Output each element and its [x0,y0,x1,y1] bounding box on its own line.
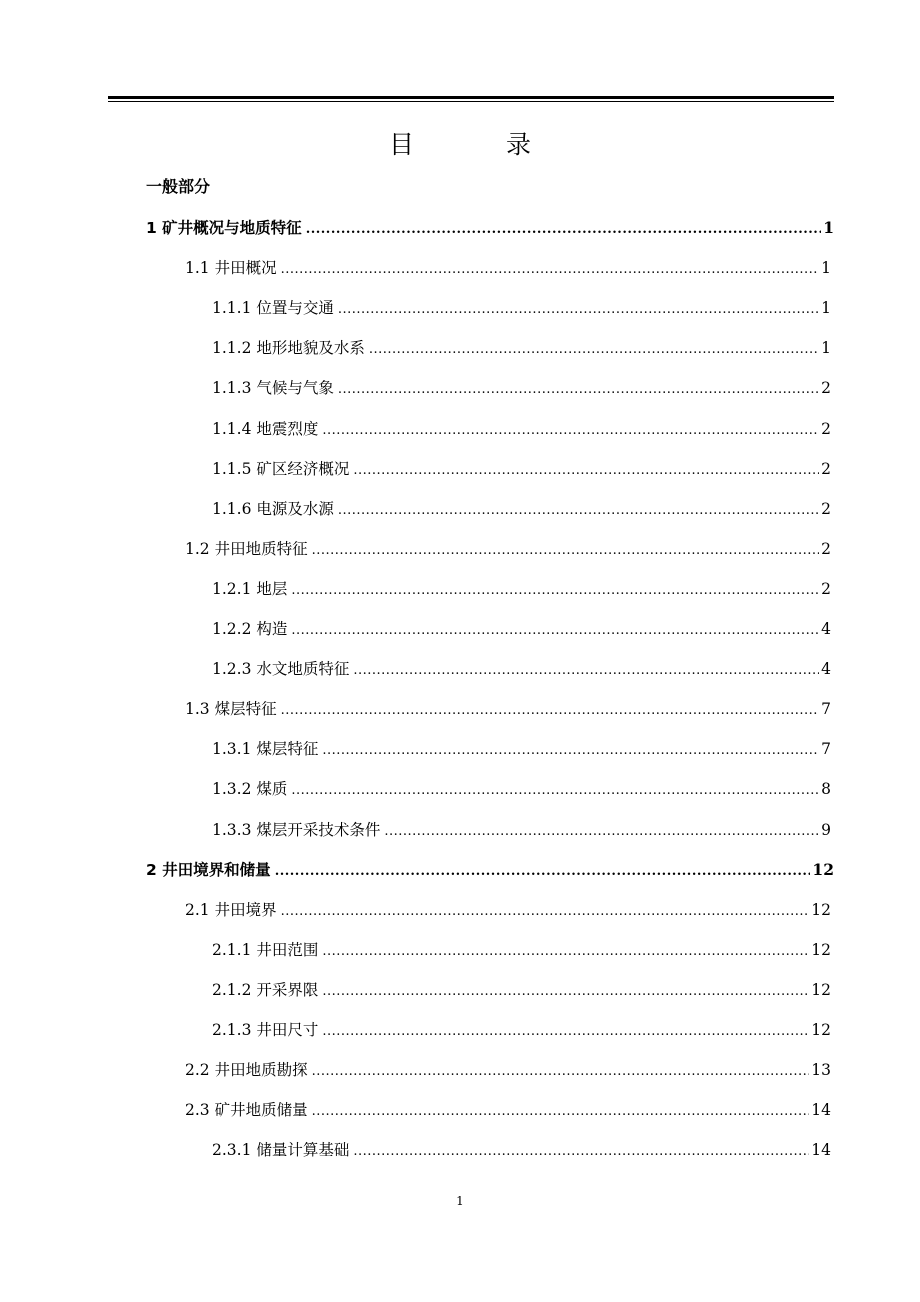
toc-entry-level-2[interactable] [185,1058,831,1082]
dot-leader [338,499,819,523]
toc-entry-page-number: 2 [821,540,831,558]
toc-entry-page-number: 12 [812,860,834,879]
toc-entry-page-number: 12 [811,981,831,999]
toc-entry-label: 1.2.3 水文地质特征 [212,660,350,678]
toc-entry-label: 2.1.3 井田尺寸 [212,1021,319,1039]
toc-entry-label: 1.2.2 构造 [212,620,288,638]
toc-entry-label: 1.1.4 地震烈度 [212,420,319,438]
toc-entry-level-2[interactable] [185,697,831,721]
toc-entry-level-2[interactable] [185,537,831,561]
dot-leader [338,378,819,402]
dot-leader [384,820,819,844]
toc-entry-page-number: 4 [821,660,831,678]
toc-entry-level-3[interactable] [212,336,831,360]
toc-entry-page-number: 1 [823,218,834,237]
page-number: 1 [456,1194,464,1208]
toc-entry-label: 1.1 井田概况 [185,259,277,277]
toc-entry-label: 1.1.3 气候与气象 [212,379,334,397]
toc-entry-label: 2.3.1 储量计算基础 [212,1141,350,1159]
toc-entry-level-2[interactable] [185,898,831,922]
toc-entry-page-number: 12 [811,1021,831,1039]
section-label: 一般部分 [146,177,211,196]
dot-leader [338,298,819,322]
toc-entry-page-number: 2 [821,379,831,397]
toc-entry-page-number: 1 [821,339,831,357]
dot-leader [281,699,820,723]
toc-entry-level-3[interactable] [212,938,831,962]
toc-entry-level-3[interactable] [212,376,831,400]
toc-entry-label: 2 井田境界和储量 [146,861,271,879]
toc-entry-level-1[interactable] [146,216,834,240]
toc-entry-label: 2.1 井田境界 [185,901,277,919]
dot-leader [291,779,819,803]
dot-leader [322,1020,809,1044]
dot-leader [353,659,819,683]
toc-entry-level-2[interactable] [185,256,831,280]
dot-leader [322,980,809,1004]
toc-entry-level-3[interactable] [212,737,831,761]
dot-leader [312,539,820,563]
toc-entry-label: 1.2 井田地质特征 [185,540,308,558]
toc-entry-label: 1.2.1 地层 [212,580,288,598]
toc-entry-label: 1.1.5 矿区经济概况 [212,460,350,478]
header-rule-thick [108,96,834,99]
toc-entry-page-number: 7 [821,740,831,758]
toc-entry-label: 1 矿井概况与地质特征 [146,219,302,237]
toc-entry-page-number: 8 [821,780,831,798]
toc-entry-level-3[interactable] [212,1138,831,1162]
toc-entry-level-2[interactable] [185,1098,831,1122]
toc-entry-level-3[interactable] [212,497,831,521]
toc-entry-level-3[interactable] [212,417,831,441]
toc-entry-level-3[interactable] [212,577,831,601]
toc-entry-page-number: 9 [821,821,831,839]
dot-leader [312,1100,810,1124]
toc-entry-page-number: 2 [821,420,831,438]
toc-entry-level-3[interactable] [212,818,831,842]
toc-entry-level-3[interactable] [212,777,831,801]
toc-entry-level-1[interactable] [146,858,834,882]
dot-leader [291,619,819,643]
page-title: 目 录 [389,130,573,159]
toc-entry-page-number: 1 [821,259,831,277]
dot-leader [291,579,819,603]
toc-entry-level-3[interactable] [212,457,831,481]
dot-leader [369,338,819,362]
toc-entry-page-number: 4 [821,620,831,638]
toc-entry-level-3[interactable] [212,617,831,641]
toc-entry-page-number: 14 [811,1101,831,1119]
toc-entry-page-number: 1 [821,299,831,317]
dot-leader [275,860,811,884]
dot-leader [312,1060,810,1084]
toc-entry-level-3[interactable] [212,657,831,681]
toc-entry-label: 1.3 煤层特征 [185,700,277,718]
toc-entry-page-number: 2 [821,580,831,598]
toc-entry-label: 2.1.1 井田范围 [212,941,319,959]
toc-entry-label: 1.1.6 电源及水源 [212,500,334,518]
toc-entry-level-3[interactable] [212,978,831,1002]
toc-entry-label: 1.1.1 位置与交通 [212,299,334,317]
toc-entry-page-number: 14 [811,1141,831,1159]
dot-leader [353,459,819,483]
dot-leader [322,739,819,763]
dot-leader [322,419,819,443]
toc-entry-page-number: 12 [811,901,831,919]
toc-entry-page-number: 2 [821,500,831,518]
toc-entry-label: 1.1.2 地形地貌及水系 [212,339,365,357]
dot-leader [281,258,820,282]
dot-leader [322,940,809,964]
dot-leader [306,218,822,242]
toc-entry-level-3[interactable] [212,296,831,320]
header-rule-thin [108,101,834,102]
toc-entry-page-number: 7 [821,700,831,718]
toc-entry-level-3[interactable] [212,1018,831,1042]
toc-entry-label: 1.3.1 煤层特征 [212,740,319,758]
toc-entry-page-number: 13 [811,1061,831,1079]
dot-leader [353,1140,809,1164]
toc-entry-label: 1.3.3 煤层开采技术条件 [212,821,381,839]
toc-entry-page-number: 12 [811,941,831,959]
dot-leader [281,900,810,924]
toc-entry-label: 2.1.2 开采界限 [212,981,319,999]
toc-entry-label: 2.3 矿井地质储量 [185,1101,308,1119]
toc-entry-label: 2.2 井田地质勘探 [185,1061,308,1079]
toc-entry-page-number: 2 [821,460,831,478]
toc-entry-label: 1.3.2 煤质 [212,780,288,798]
